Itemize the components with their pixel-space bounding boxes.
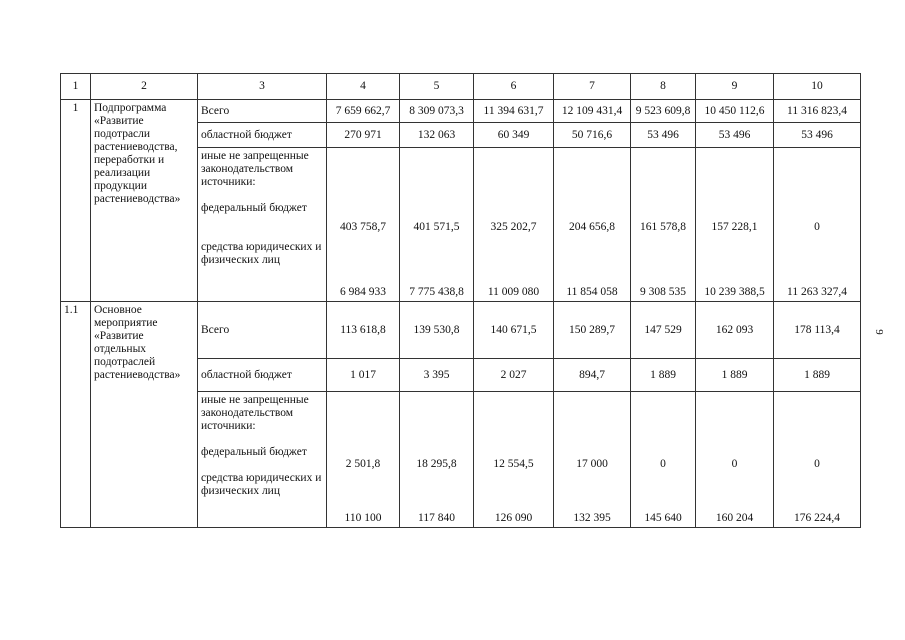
value-cell: 8 309 073,3 bbox=[400, 100, 474, 123]
federal-label: федеральный бюджет bbox=[201, 202, 307, 214]
value-cell: 1 889 bbox=[631, 359, 696, 392]
header-row bbox=[61, 74, 861, 100]
value-cell: 53 496 bbox=[631, 123, 696, 148]
page-number: 9 bbox=[872, 329, 885, 335]
header-cell: 4 bbox=[327, 74, 400, 100]
source-label: областной бюджет bbox=[198, 123, 327, 148]
value-cell: 10 450 112,6 bbox=[696, 100, 774, 123]
value-cell: 9 523 609,8 bbox=[631, 100, 696, 123]
value-cell: 894,7 bbox=[554, 359, 631, 392]
table-row bbox=[61, 302, 861, 359]
value-cell: 7 659 662,7 bbox=[327, 100, 400, 123]
value-cell: 0 176 224,4 bbox=[774, 392, 861, 528]
value-cell: 270 971 bbox=[327, 123, 400, 148]
value-cell: 53 496 bbox=[774, 123, 861, 148]
header-cell: 8 bbox=[631, 74, 696, 100]
value-cell: 3 395 bbox=[400, 359, 474, 392]
row-index: 1.1 bbox=[61, 302, 91, 528]
value-cell: 53 496 bbox=[696, 123, 774, 148]
value-cell: 60 349 bbox=[474, 123, 554, 148]
value-cell: 1 017 bbox=[327, 359, 400, 392]
other-sources-label: иные не запрещенные законодательством источники: bbox=[201, 150, 309, 188]
value-cell: 162 093 bbox=[696, 302, 774, 359]
value-cell: 132 063 bbox=[400, 123, 474, 148]
value-cell: 12 109 431,4 bbox=[554, 100, 631, 123]
source-breakdown bbox=[198, 148, 327, 302]
value-cell: 11 394 631,7 bbox=[474, 100, 554, 123]
value-cell: 139 530,8 bbox=[400, 302, 474, 359]
value-cell: 0 145 640 bbox=[631, 392, 696, 528]
budget-table bbox=[60, 73, 861, 528]
program-name: Подпрограмма «Развитие подотрасли растениеводства, переработки и реализации продукции растениеводства» bbox=[91, 100, 198, 302]
value-cell: 2 027 bbox=[474, 359, 554, 392]
value-cell: 0 11 263 327,4 bbox=[774, 148, 861, 302]
row-index: 1 bbox=[61, 100, 91, 302]
header-cell: 6 bbox=[474, 74, 554, 100]
source-label: Всего bbox=[198, 302, 327, 359]
source-label: Всего bbox=[198, 100, 327, 123]
value-cell: 161 578,8 9 308 535 bbox=[631, 148, 696, 302]
value-cell: 157 228,1 10 239 388,5 bbox=[696, 148, 774, 302]
activity-name: Основное мероприятие «Развитие отдельных подотраслей растениеводства» bbox=[91, 302, 198, 528]
header-cell: 2 bbox=[91, 74, 198, 100]
legal-label: средства юридических и физических лиц bbox=[201, 472, 322, 497]
header-cell: 5 bbox=[400, 74, 474, 100]
other-sources-label: иные не запрещенные законодательством источники: bbox=[201, 394, 309, 432]
value-cell: 0 160 204 bbox=[696, 392, 774, 528]
value-cell: 1 889 bbox=[774, 359, 861, 392]
value-cell: 18 295,8 117 840 bbox=[400, 392, 474, 528]
table-row bbox=[61, 100, 861, 123]
header-cell: 3 bbox=[198, 74, 327, 100]
value-cell: 17 000 132 395 bbox=[554, 392, 631, 528]
source-label: областной бюджет bbox=[198, 359, 327, 392]
header-cell: 9 bbox=[696, 74, 774, 100]
value-cell: 325 202,7 11 009 080 bbox=[474, 148, 554, 302]
source-breakdown bbox=[198, 392, 327, 528]
value-cell: 150 289,7 bbox=[554, 302, 631, 359]
value-cell: 140 671,5 bbox=[474, 302, 554, 359]
header-cell: 1 bbox=[61, 74, 91, 100]
value-cell: 1 889 bbox=[696, 359, 774, 392]
value-cell: 178 113,4 bbox=[774, 302, 861, 359]
header-cell: 10 bbox=[774, 74, 861, 100]
value-cell: 204 656,8 11 854 058 bbox=[554, 148, 631, 302]
value-cell: 113 618,8 bbox=[327, 302, 400, 359]
header-cell: 7 bbox=[554, 74, 631, 100]
value-cell: 147 529 bbox=[631, 302, 696, 359]
value-cell: 401 571,5 7 775 438,8 bbox=[400, 148, 474, 302]
value-cell: 403 758,7 6 984 933 bbox=[327, 148, 400, 302]
value-cell: 11 316 823,4 bbox=[774, 100, 861, 123]
federal-label: федеральный бюджет bbox=[201, 446, 307, 458]
value-cell: 12 554,5 126 090 bbox=[474, 392, 554, 528]
legal-label: средства юридических и физических лиц bbox=[201, 241, 322, 266]
value-cell: 50 716,6 bbox=[554, 123, 631, 148]
value-cell: 2 501,8 110 100 bbox=[327, 392, 400, 528]
